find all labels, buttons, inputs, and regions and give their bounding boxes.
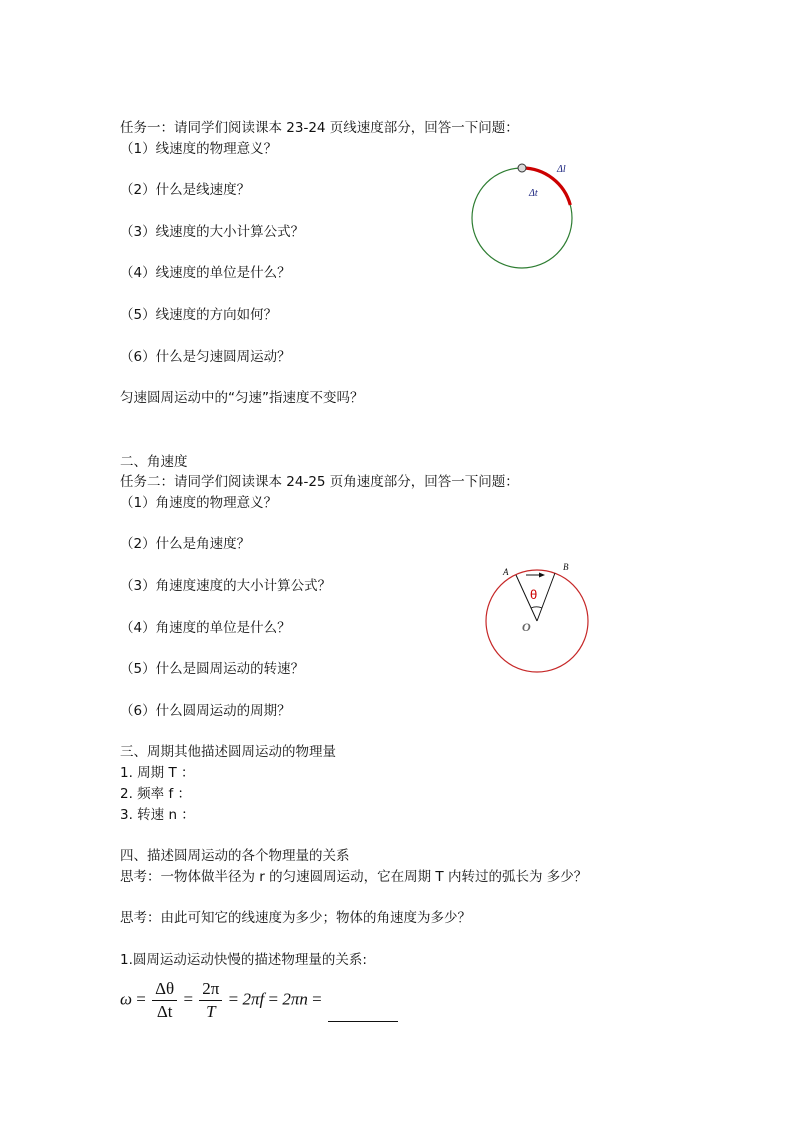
- arc-length-label: Δl: [557, 164, 566, 175]
- equals-sign: =: [136, 989, 146, 1009]
- task1-question-2: （2）什么是线速度？: [120, 182, 251, 198]
- omega-symbol: ω: [120, 989, 133, 1009]
- term-2pin: 2πn: [282, 989, 308, 1009]
- relation-formula: [120, 978, 398, 1023]
- task1-question-3: （3）线速度的大小计算公式？: [120, 224, 305, 240]
- relation-title: 1.圆周运动运动快慢的描述物理量的关系:: [120, 952, 367, 968]
- task2-question-3: （3）角速度速度的大小计算公式？: [120, 578, 332, 594]
- task1-question-4: （4）线速度的单位是什么？: [120, 265, 291, 281]
- label-o: O: [522, 620, 531, 634]
- fraction-delta-theta-over-delta-t: [152, 978, 177, 1023]
- angle-arc: [531, 607, 542, 608]
- label-theta: θ: [530, 587, 538, 602]
- answer-blank: [328, 1020, 398, 1022]
- time-label: Δt: [529, 188, 538, 199]
- think-question-1: 思考：一物体做半径为 r 的匀速圆周运动，它在周期 T 内转过的弧长为 多少？: [120, 869, 588, 885]
- task1-question-5: （5）线速度的方向如何？: [120, 307, 278, 323]
- task2-question-6: （6）什么圆周运动的周期？: [120, 703, 291, 719]
- task1-question-6: （6）什么是匀速圆周运动？: [120, 349, 291, 365]
- period-item: 1. 周期 T ：: [120, 765, 195, 781]
- task2-question-5: （5）什么是圆周运动的转速？: [120, 661, 305, 677]
- equals-sign: =: [268, 989, 279, 1009]
- task2-question-2: （2）什么是角速度？: [120, 536, 251, 552]
- term-2pif: 2πf: [242, 989, 265, 1009]
- motion-arrow-head: [539, 573, 545, 578]
- section2-title: 二、角速度: [120, 454, 188, 470]
- task1-question-1: （1）线速度的物理意义？: [120, 141, 278, 157]
- fraction-numerator: Δθ: [152, 978, 177, 1001]
- rotational-speed-item: 3. 转速 n ：: [120, 807, 195, 823]
- task2-question-1: （1）角速度的物理意义？: [120, 495, 278, 511]
- fraction-2pi-over-t: [199, 978, 222, 1023]
- fraction-denominator: T: [206, 1002, 216, 1021]
- label-b: B: [563, 562, 569, 572]
- moving-point: [518, 164, 526, 172]
- fraction-numerator: 2π: [199, 978, 222, 1001]
- fraction-denominator: Δt: [156, 1002, 173, 1021]
- angular-velocity-figure: [478, 558, 594, 676]
- task2-question-4: （4）角速度的单位是什么？: [120, 620, 291, 636]
- task1-title: 任务一：请同学们阅读课本 23-24 页线速度部分，回答一下问题：: [120, 120, 519, 136]
- task2-title: 任务二：请同学们阅读课本 24-25 页角速度部分，回答一下问题：: [120, 474, 519, 490]
- section4-title: 四、描述圆周运动的各个物理量的关系: [120, 848, 350, 864]
- label-a: A: [503, 567, 509, 577]
- section3-title: 三、周期其他描述圆周运动的物理量: [120, 744, 336, 760]
- think-question-2: 思考：由此可知它的线速度为多少；物体的角速度为多少？: [120, 910, 471, 926]
- linear-velocity-figure: [460, 155, 590, 280]
- radius-ob: [537, 573, 555, 621]
- equals-sign: =: [183, 989, 194, 1009]
- frequency-item: 2. 频率 f ：: [120, 786, 192, 802]
- equals-sign: =: [312, 989, 322, 1009]
- equals-sign: =: [228, 989, 239, 1009]
- task1-note: 匀速圆周运动中的“匀速”指速度不变吗？: [120, 390, 364, 406]
